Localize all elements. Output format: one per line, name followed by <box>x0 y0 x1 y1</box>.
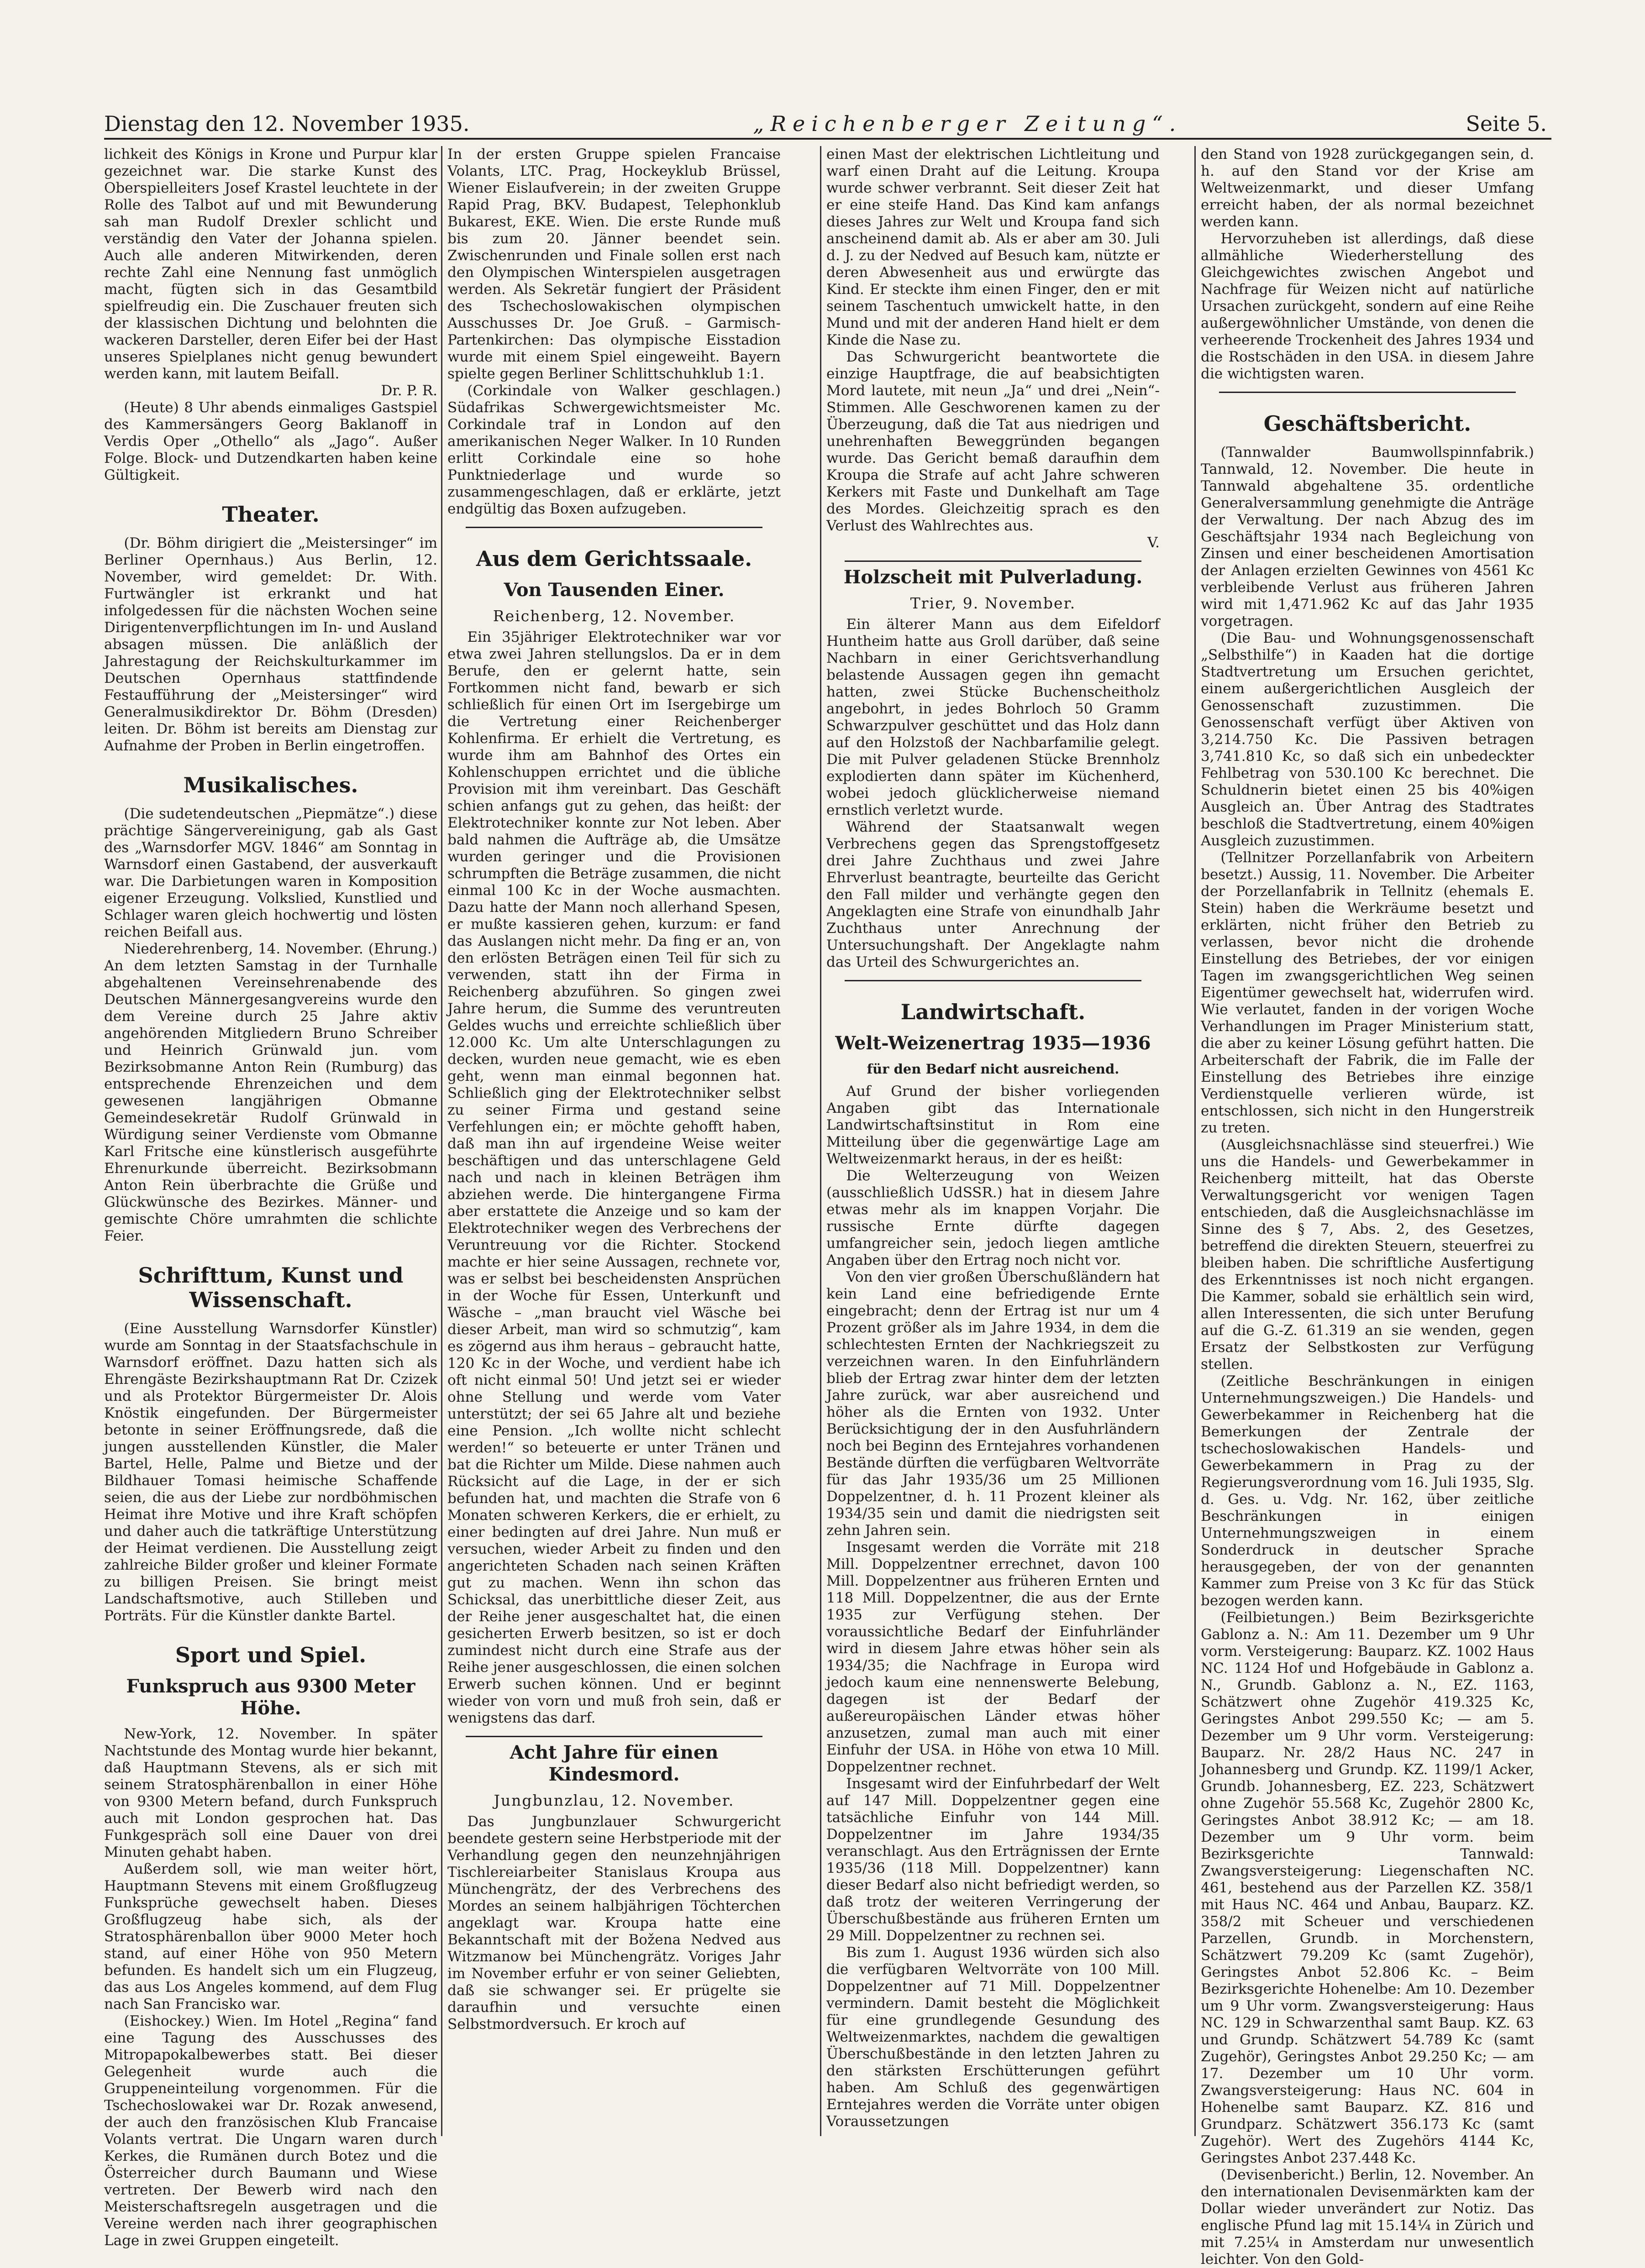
article-text: Insgesamt werden die Vorräte mit 218 Mill. Doppelzentner errechnet, davon 100 Mill. Doppelzentner aus früheren Ernten und 118 Mill. Doppelzentner, die aus der Ernte 1935 zur Verfügung stehen. Der voraussichtliche Bedarf der Einfuhrländer wird in diesem Jahre etwas höher sein als 1934/35; die Nachfrage in Europa wird jedoch kaum eine nennenswerte Belebung, dagegen ist der Bedarf der außereuropäischen Länder etwas höher anzusetzen, zumal man auch mit einer Einfuhr der USA. in Höhe von etwa 10 Mill. Doppelzentner rechnet. <box>826 1539 1160 1775</box>
article-text: Die Welterzeugung von Weizen (ausschließlich UdSSR.) hat in diesem Jahre etwas mehr als im knappen Vorjahr. Die russische Ernte dürfte dagegen umfangreicher sein, jedoch liegen amtliche Angaben über den Ertrag noch nicht vor. <box>826 1168 1160 1268</box>
divider <box>1219 392 1516 393</box>
column-rule <box>1194 146 1196 2136</box>
article-text: lichkeit des Königs in Krone und Purpur klar gezeichnet war. Die starke Kunst des Oberspielleiters Josef Krastel leuchtete in der Rolle des Talbot auf und mit Bewunderung sah man Rudolf Drexler schlicht und verständig den Vater der Johanna spielen. Auch alle anderen Mitwirkenden, deren rechte Zahl eine Nennung fast unmöglich macht, fügten sich in das Gesamtbild spielfreudig ein. Die Zuschauer freuten sich der klassischen Dichtung und belohnten die wackeren Darsteller, deren Eifer bei der Hast unseres Spielplanes nicht genug bewundert werden kann, mit lautem Beifall. <box>104 146 437 382</box>
article-text: Hervorzuheben ist allerdings, daß diese allmähliche Wiederherstellung des Gleichgewichtes zwischen Angebot und Nachfrage für Weizen nicht auf natürliche Ursachen zurückgeht, sondern auf eine Reihe außergewöhnlicher Umstände, von denen die verheerende Trockenheit des Jahres 1934 und die Rostschäden in den USA. in diesem Jahre die wichtigsten waren. <box>1201 230 1534 382</box>
article-text: einen Mast der elektrischen Lichtleitung und warf einen Draht auf die Leitung. Kroupa wurde schwer verbrannt. Seit dieser Zeit hat er eine steife Hand. Das Kind kam anfangs dieses Jahres zur Welt und Kroupa fand sich anscheinend damit ab. Als er aber am 30. Juli d. J. zu der Nedved auf Besuch kam, nützte er deren Abwesenheit aus und erwürgte das Kind. Er steckte ihm einen Finger, den er mit seinem Taschentuch umwickelt hatte, in den Mund und mit der anderen Hand hielt er dem Kinde die Nase zu. <box>826 146 1160 348</box>
article-text: Das Schwurgericht beantwortete die einzige Hauptfrage, die auf beabsichtigten Mord lautete, mit neun „Ja“ und drei „Nein“-Stimmen. Alle Geschworenen kamen zu der Überzeugung, daß die Tat aus niedrigen und unehrenhaften Beweggründen begangen wurde. Das Gericht bemaß daraufhin dem Kroupa die Strafe auf acht Jahre schweren Kerkers mit Faste und Dunkelhaft am Tage des Mordes. Gleichzeitig sprach es den Verlust des Wahlrechtes aus. <box>826 349 1160 534</box>
article-text: Während der Staatsanwalt wegen Verbrechens gegen das Sprengstoffgesetz drei Jahre Zuchthaus und zwei Jahre Ehrverlust beantragte, beurteilte das Gericht den Fall milder und verhängte gegen den Angeklagten eine Strafe von einundhalb Jahr Zuchthaus unter Anrechnung der Untersuchungshaft. Der Angeklagte nahm das Urteil des Schwurgerichtes an. <box>826 819 1160 970</box>
article-text: (Zeitliche Beschränkungen in einigen Unternehmungszweigen.) Die Handels- und Gewerbekammer in Reichenberg hat die Bemerkungen der Zentrale der tschechoslowakischen Handels- und Gewerbekammern in Prag zu der Regierungsverordnung vom 16. Juli 1935, Slg. d. Ges. u. Vdg. Nr. 162, über zeitliche Beschränkungen in einigen Unternehmungszweigen in einem Sonderdruck in deutscher Sprache herausgegeben, der von der genannten Kammer zum Preise von 3 Kc für das Stück bezogen werden kann. <box>1201 1373 1534 1609</box>
article-text: (Ausgleichsnachlässe sind steuerfrei.) Wie uns die Handels- und Gewerbekammer in Reichenberg mitteilt, hat das Oberste Verwaltungsgericht vor wenigen Tagen entschieden, daß die Ausgleichsnachlässe im Sinne des § 7, Abs. 2, des Gesetzes, betreffend die direkten Steuern, steuerfrei zu bleiben haben. Die schriftliche Ausfertigung des Erkenntnisses ist noch nicht ergangen. Die Kammer, sobald sie erhältlich sein wird, allen Interessenten, die sich unter Berufung auf die G.-Z. 61.319 an sie wenden, gegen Ersatz der Selbstkosten zur Verfügung stellen. <box>1201 1137 1534 1372</box>
section-heading-music: Musikalisches. <box>183 773 358 797</box>
section-heading-theater: Theater. <box>222 502 320 527</box>
page-number: Seite 5. <box>1466 111 1547 136</box>
author-signature: Dr. P. R. <box>381 382 437 399</box>
section-heading-agriculture: Landwirtschaft. <box>900 1000 1086 1024</box>
article-headline: Funkspruch aus 9300 Meter Höhe. <box>126 1676 415 1719</box>
article-headline: Acht Jahre für einen Kindesmord. <box>510 1742 719 1785</box>
article-text: Niederehrenberg, 14. November. (Ehrung.) An dem letzten Samstag in der Turnhalle abgehaltenen Vereinsehrenabende des Deutschen Männergesangvereins wurde den dem Vereine durch 25 Jahre aktiv angehörenden Mitgliedern Bruno Schreiber und Heinrich Grünwald jun. vom Bezirksobmanne Anton Rein (Rumburg) das entsprechende Ehrenzeichen und dem gewesenen langjährigen Obmanne Gemeindesekretär Rudolf Grünwald in Würdigung seiner Verdienste vom Obmanne Karl Fritsche eine künstlerisch ausgeführte Ehrenurkunde überreicht. Bezirksobmann Anton Rein überbrachte die Grüße und Glückwünsche des Bezirkes. Männer- und gemischte Chöre umrahmten die schlichte Feier. <box>104 941 437 1244</box>
dateline: Jungbunzlau, 12. November. <box>494 1791 735 1809</box>
article-text: (Tannwalder Baumwollspinnfabrik.) Tannwald, 12. November. Die heute in Tannwald abgehaltene 35. ordentliche Generalversammlung genehmigte die Anträge der Verwaltung. Der nach Abzug des im Geschäftsjahr 1934 nach Begleichung von Zinsen und einer bescheidenen Amortisation der Anlagen erzielten Gewinnes von 4561 Kc verbleibende Verlust aus früheren Jahren wird mit 1,471.962 Kc auf das Jahr 1935 vorgetragen. <box>1201 444 1534 629</box>
column-3 <box>826 146 1160 2145</box>
article-text: Ein 35jähriger Elektrotechniker war vor etwa zwei Jahren stellungslos. Da er in dem Berufe, den er gelernt hatte, sein Fortkommen nicht fand, bewarb er sich schließlich für einen Ort im Isergebirge um die Vertretung einer Reichenberger Kohlenfirma. Er erhielt die Vertretung, es wurde ihm am Bahnhof des Ortes ein Kohlenschuppen errichtet und die übliche Provision mit ihm vereinbart. Das Geschäft schien anfangs gut zu gehen, das heißt: der Elektrotechniker konnte zur Not leben. Aber bald nahmen die Aufträge ab, die Umsätze wurden geringer und die Provisionen schrumpften die Beträge zusammen, die nicht einmal 100 Kc in der Woche ausmachten. Dazu hatte der Mann noch allerhand Spesen, er mußte kassieren gehen, kurzum: er fand das Auslangen nicht mehr. Da fing er an, von den erlösten Beträgen einen Teil für sich zu verwenden, statt ihn der Firma in Reichenberg abzuführen. So gingen zwei Jahre herum, die Summe des veruntreuten Geldes wuchs und erreichte schließlich über 12.000 Kc. Um alte Unterschlagungen zu decken, wurden neue gemacht, wie es eben geht, wenn man einmal begonnen hat. Schließlich ging der Elektrotechniker selbst zu seiner Firma und gestand seine Verfehlungen ein; er möchte gehofft haben, daß man ihn auf irgendeine Weise weiter beschäftigen und das unterschlagene Geld nach und nach in kleinen Beträgen ihm abziehen werde. Die hintergangene Firma aber erstattete die Anzeige und so kam der Elektrotechniker wegen des Verbrechens der Veruntreuung vor die Richter. Stockend machte er hier seine Aussagen, rechnete vor, was er selbst bei bescheidensten Ansprüchen in der Woche für Essen, Unterkunft und Wäsche – „man braucht viel Wäsche bei dieser Arbeit, man wird so schmutzig“, kam es zögernd aus ihm heraus – gebraucht hatte, 120 Kc in der Woche, und verdient habe ich oft nicht einmal 50! Und jetzt sei er wieder ohne Stellung und werde vom Vater unterstützt; der sei 65 Jahre alt und beziehe eine Pension. „Ich wollte nicht schlecht werden!“ so beteuerte er unter Tränen und bat die Richter um Milde. Diese nahmen auch Rücksicht auf die Lage, in der er sich befunden hat, und machten die Strafe von 6 Monaten schweren Kerkers, die er erhielt, zu einer bedingten auf drei Jahre. Nun muß er versuchen, wieder Arbeit zu finden und den angerichteten Schaden nach seinen Kräften gut zu machen. Wenn ihn schon das Schicksal, das unerbittliche dieser Zeit, aus der Reihe jener ausgeschaltet hat, die einen gesicherten Erwerb besitzen, so ist er doch zumindest nicht durch eine Strafe aus der Reihe jener ausgeschlossen, die einen solchen Erwerb suchen können. Und er beginnt wieder von vorn und muß froh sein, daß er wenigstens das darf. <box>447 629 781 1726</box>
header-rule <box>104 138 1551 140</box>
article-headline: Von Tausenden Einer. <box>504 579 725 601</box>
article-text: Bis zum 1. August 1936 würden sich also die verfügbaren Weltvorräte von 100 Mill. Doppelzentner auf 71 Mill. Doppelzentner vermindern. Damit besteht die Möglichkeit für eine grundlegende Gesundung des Weltweizenmarktes, nachdem die gewaltigen Überschußbestände in den letzten Jahren zu den stärksten Erschütterungen geführt haben. Am Schluß des gegenwärtigen Erntejahres werden die Vorräte unter obigen Voraussetzungen <box>826 1944 1160 2130</box>
newspaper-title: „Reichenberger Zeitung“. <box>753 111 1183 136</box>
article-text: Von den vier großen Überschußländern hat kein Land eine befriedigende Ernte eingebracht; denn der Ertrag ist nur um 4 Prozent größer als im Jahre 1934, in dem die schlechtesten Ernten der Nachkriegszeit zu verzeichnen waren. In den Einfuhrländern blieb der Ertrag zwar hinter dem der letzten Jahre zurück, war aber ausreichend und höher als die Ernten von 1932. Unter Berücksichtigung der in den Ausfuhrländern noch bei Beginn des Erntejahres vorhandenen Bestände dürften die verfügbaren Weltvorräte für das Jahr 1935/36 um 25 Millionen Doppelzentner, d. h. 11 Prozent kleiner als 1934/35 sein und damit die niedrigsten seit zehn Jahren sein. <box>826 1269 1160 1539</box>
divider <box>466 1736 762 1737</box>
divider <box>466 527 762 528</box>
article-text: (Heute) 8 Uhr abends einmaliges Gastspiel des Kammersängers Georg Baklanoff in Verdis Oper „Othello“ als „Jago“. Außer Folge. Block- und Dutzendkarten haben keine Gültigkeit. <box>104 399 437 483</box>
article-text: Ein älterer Mann aus dem Eifeldorf Huntheim hatte aus Groll darüber, daß seine Nachbarn in einer Gerichtsverhandlung belastende Aussagen gegen ihn gemacht hatten, zwei Stücke Buchenscheitholz angebohrt, in jedes Bohrloch 50 Gramm Schwarzpulver geschüttet und das Holz dann auf den Holzstoß der Nachbarfamilie gelegt. Die mit Pulver geladenen Stücke Brennholz explodierten dann später im Küchenherd, wobei jedoch glücklicherweise niemand ernstlich verletzt wurde. <box>826 616 1160 818</box>
article-text: (Eishockey.) Wien. Im Hotel „Regina“ fand eine Tagung des Ausschusses des Mitropapokalbewerbes statt. Bei dieser Gelegenheit wurde auch die Gruppeneinteilung vorgenommen. Für die Tschechoslowakei war Dr. Rozak anwesend, der auch den französischen Klub Francaise Volants vertrat. Die Ungarn waren durch Kerkes, die Rumänen durch Botez und die Österreicher durch Baumann und Wiese vertreten. Der Bewerb wird nach den Meisterschaftsregeln ausgetragen und die Vereine werden nach ihrer geographischen Lage in zwei Gruppen eingeteilt. <box>104 2013 437 2249</box>
article-text: (Die Bau- und Wohnungsgenossenschaft „Selbsthilfe“) in Kaaden hat die dortige Stadtvertretung um Ersuchen gerichtet, einem außergerichtlichen Ausgleich der Genossenschaft zuzustimmen. Die Genossenschaft verfügt über Aktiven von 3,214.750 Kc. Die Passiven betragen 3,741.810 Kc, so daß sich ein unbedeckter Fehlbetrag von 530.100 Kc berechnet. Die Schuldnerin bietet einen 25 bis 40%igen Ausgleich an. Über Antrag des Stadtrates beschloß die Stadtvertretung, einem 40%igen Ausgleich zuzustimmen. <box>1201 630 1534 849</box>
article-text: In der ersten Gruppe spielen Francaise Volants, LTC. Prag, Hockeyklub Brüssel, Wiener Eislaufverein; in der zweiten Gruppe Rapid Prag, BKV. Budapest, Telephonklub Bukarest, EKE. Wien. Die erste Runde muß bis zum 20. Jänner beendet sein. Zwischenrunden und Finale sollen erst nach den Olympischen Winterspielen ausgetragen werden. Als Sekretär fungiert der Präsident des Tschechoslowakischen olympischen Ausschusses Dr. Joe Gruß. – Garmisch-Partenkirchen: Das olympische Eisstadion wurde mit einem Spiel eingeweiht. Bayern spielte gegen Berliner Schlittschuhklub 1:1. <box>447 146 781 382</box>
section-heading-business: Geschäftsbericht. <box>1263 411 1472 436</box>
article-headline: Welt-Weizenertrag 1935—1936 <box>835 1032 1151 1054</box>
article-text: (Devisenbericht.) Berlin, 12. November. An den internationalen Devisenmärkten kam der Dollar wieder unverändert zur Notiz. Das englische Pfund lag mit 15.14¼ in Zürich und mit 7.25¼ in Amsterdam nur unwesentlich leichter. Von den Gold- <box>1201 2167 1534 2268</box>
column-rule <box>820 146 821 2136</box>
article-text: (Corkindale von Walker geschlagen.) Südafrikas Schwergewichtsmeister Mc. Corkindale traf in London auf den amerikanischen Neger Walker. In 10 Runden erlitt Corkindale eine so hohe Punktniederlage und wurde so zusammengeschlagen, daß er erklärte, jetzt endgültig das Boxen aufzugeben. <box>447 382 781 517</box>
divider <box>845 560 1141 562</box>
masthead <box>104 104 1547 136</box>
section-heading-sport: Sport und Spiel. <box>175 1643 367 1667</box>
article-text: (Die sudetendeutschen „Piepmätze“.) diese prächtige Sängervereinigung, gab als Gast des „Warnsdorfer MGV. 1846“ am Sonntag in Warnsdorf einen Gastabend, der ausverkauft war. Die Darbietungen waren in Komposition eigener Erzeugung. Volkslied, Kunstlied und Schlager waren gleich hochwertig und lösten reichen Beifall aus. <box>104 806 437 940</box>
article-text: (Dr. Böhm dirigiert die „Meistersinger“ im Berliner Opernhaus.) Aus Berlin, 12. November, wird gemeldet: Dr. With. Furtwängler ist erkrankt und hat infolgedessen für die nächsten Wochen seine Dirigentenverpflichtungen im In- und Ausland absagen müssen. Die anläßlich der Jahrestagung der Reichskulturkammer im Deutschen Opernhaus stattfindende Festaufführung der „Meistersinger“ wird Generalmusikdirektor Dr. Böhm (Dresden) leiten. Dr. Böhm ist bereits am Dienstag zur Aufnahme der Proben in Berlin eingetroffen. <box>104 535 437 754</box>
divider <box>845 980 1141 981</box>
column-1 <box>104 146 437 2249</box>
article-text: Das Jungbunzlauer Schwurgericht beendete gestern seine Herbstperiode mit der Verhandlung gegen den neunzehnjährigen Tischlereiarbeiter Stanislaus Kroupa aus Münchengrätz, der des Verbrechens des Mordes an seinem halbjährigen Töchterchen angeklagt war. Kroupa hatte eine Bekanntschaft mit der Božena Nedved aus Witzmanow bei Münchengrätz. Voriges Jahr im November erfuhr er von seiner Geliebten, daß sie schwanger sei. Er prügelte sie daraufhin und versuchte einen Selbstmordversuch. Er kroch auf <box>447 1813 781 2032</box>
article-text: Außerdem soll, wie man weiter hört, Hauptmann Stevens mit einem Großflugzeug Funksprüche gewechselt haben. Dieses Großflugzeug habe sich, als der Stratosphärenballon über 9000 Meter hoch stand, auf einer Höhe von 950 Metern befunden. Es handelt sich um ein Flugzeug, das aus Los Angeles kommend, auf dem Flug nach San Francisko war. <box>104 1861 437 2012</box>
section-heading-court: Aus dem Gerichtssaale. <box>476 546 752 571</box>
article-text: (Feilbietungen.) Beim Bezirksgerichte Gablonz a. N.: Am 11. Dezember um 9 Uhr vorm. Versteigerung: Bauparz. KZ. 1002 Haus NC. 1124 Hof und Hofgebäude in Gablonz a. N., Grundb. Gablonz a. N., EZ. 1163, Schätzwert ohne Zugehör 419.325 Kc, Geringstes Anbot 299.550 Kc; — am 5. Dezember um 9 Uhr vorm. Versteigerung: Bauparz. Nr. 28/2 Haus NC. 247 in Johannesberg und Grundp. KZ. 1199/1 Acker, Grundb. Johannesberg, EZ. 223, Schätzwert ohne Zugehör 55.568 Kc, Zugehör 2800 Kc, Geringstes Anbot 38.912 Kc; — am 18. Dezember um 9 Uhr vorm. beim Bezirksgerichte Tannwald: Zwangsversteigerung: Liegenschaften NC. 461, bestehend aus der Parzellen KZ. 358/1 mit Haus NC. 464 und Anbau, Bauparz. KZ. 358/2 mit Scheuer und verschiedenen Parzellen, Grundb. in Morchenstern, Schätzwert 79.209 Kc (samt Zugehör), Geringstes Anbot 52.806 Kc. – Beim Bezirksgerichte Hohenelbe: Am 10. Dezember um 9 Uhr vorm. Zwangsversteigerung: Haus NC. 129 in Schwarzenthal samt Baup. KZ. 63 und Grundp. Schätzwert 54.789 Kc (samt Zugehör), Geringstes Anbot 29.250 Kc; — am 17. Dezember um 10 Uhr vorm. Zwangsversteigerung: Haus NC. 604 in Hohenelbe samt Bauparz. KZ. 816 und Grundparz. Schätzwert 356.173 Kc (samt Zugehör). Wert des Zugehörs 4144 Kc, Geringstes Anbot 237.448 Kc. <box>1201 1609 1534 2166</box>
article-headline: Holzscheit mit Pulverladung. <box>843 566 1143 588</box>
column-2 <box>447 146 781 2145</box>
article-text: den Stand von 1928 zurückgegangen sein, d. h. auf den Stand vor der Krise am Weltweizenmarkt, und dieser Umfang erreicht haben, der als normal bezeichnet werden kann. <box>1201 146 1534 230</box>
article-text: (Eine Ausstellung Warnsdorfer Künstler) wurde am Sonntag in der Staatsfachschule in Warnsdorf eröffnet. Dazu hatten sich als Ehrengäste Bezirkshauptmann Rat Dr. Czizek und als Protektor Bürgermeister Dr. Alois Knöstik eingefunden. Der Bürgermeister betonte in seiner Eröffnungsrede, daß die jungen ausstellenden Künstler, die Maler Bartel, Helle, Palme und Bietze und der Bildhauer Tomasi heimische Schaffende seien, die aus der Liebe zur nordböhmischen Heimat ihre Motive und ihre Kraft schöpfen und daher auch die tatkräftige Unterstützung der Heimat verdienen. Die Ausstellung zeigt zahlreiche Bilder großer und kleiner Formate zu billigen Preisen. Sie bringt meist Landschaftsmotive, auch Stilleben und Porträts. Für die Künstler dankte Bartel. <box>104 1320 437 1624</box>
column-4 <box>1201 146 1534 2268</box>
article-text: Insgesamt wird der Einfuhrbedarf der Welt auf 147 Mill. Doppelzentner gegen eine tatsächliche Einfuhr von 144 Mill. Doppelzentner im Jahre 1934/35 veranschlagt. Aus den Erträgnissen der Ernte 1935/36 (118 Mill. Doppelzentner) kann dieser Bedarf also nicht befriedigt werden, so daß trotz der weiteren Verringerung der Überschußbestände aus früheren Ernten um 29 Mill. Doppelzentner zu rechnen sei. <box>826 1776 1160 1944</box>
author-signature: V. <box>1147 534 1160 551</box>
article-text: (Tellnitzer Porzellanfabrik von Arbeitern besetzt.) Aussig, 11. November. Die Arbeiter der Porzellanfabrik in Tellnitz (ehemals E. Stein) haben die Werkräume besetzt und erklärten, nicht früher den Betrieb zu verlassen, bevor nicht die drohende Einstellung des Betriebes, der vor einigen Tagen im zwangsgerichtlichen Weg seinen Eigentümer gewechselt hat, widerrufen wird. Wie verlautet, fanden in der vorigen Woche Verhandlungen im Prager Ministerium statt, die aber zu keiner Lösung geführt hatten. Die Arbeiterschaft der Fabrik, die im Falle der Einstellung des Betriebes ihre einzige Verdienstquelle verlieren würde, ist entschlossen, sich nicht in den Hungerstreik zu treten. <box>1201 849 1534 1136</box>
column-rule <box>441 146 442 2136</box>
dateline: Reichenberg, 12. November. <box>493 607 736 625</box>
article-text: Auf Grund der bisher vorliegenden Angaben gibt das Internationale Landwirtschaftsinstitut in Rom eine Mitteilung über die gegenwärtige Lage am Weltweizenmarkt heraus, in der es heißt: <box>826 1083 1160 1167</box>
issue-date: Dienstag den 12. November 1935. <box>104 111 470 136</box>
article-text: New-York, 12. November. In später Nachtstunde des Montag wurde hier bekannt, daß Hauptmann Stevens, als er sich mit seinem Stratosphärenballon in einer Höhe von 9300 Metern befand, durch Funkspruch auch mit London gesprochen hat. Das Funkgespräch soll eine Dauer von drei Minuten gehabt haben. <box>104 1726 437 1860</box>
section-heading-literature: Schrifttum, Kunst und Wissenschaft. <box>138 1263 404 1312</box>
dateline: Trier, 9. November. <box>910 594 1076 612</box>
article-subheadline: für den Bedarf nicht ausreichend. <box>867 1061 1119 1077</box>
